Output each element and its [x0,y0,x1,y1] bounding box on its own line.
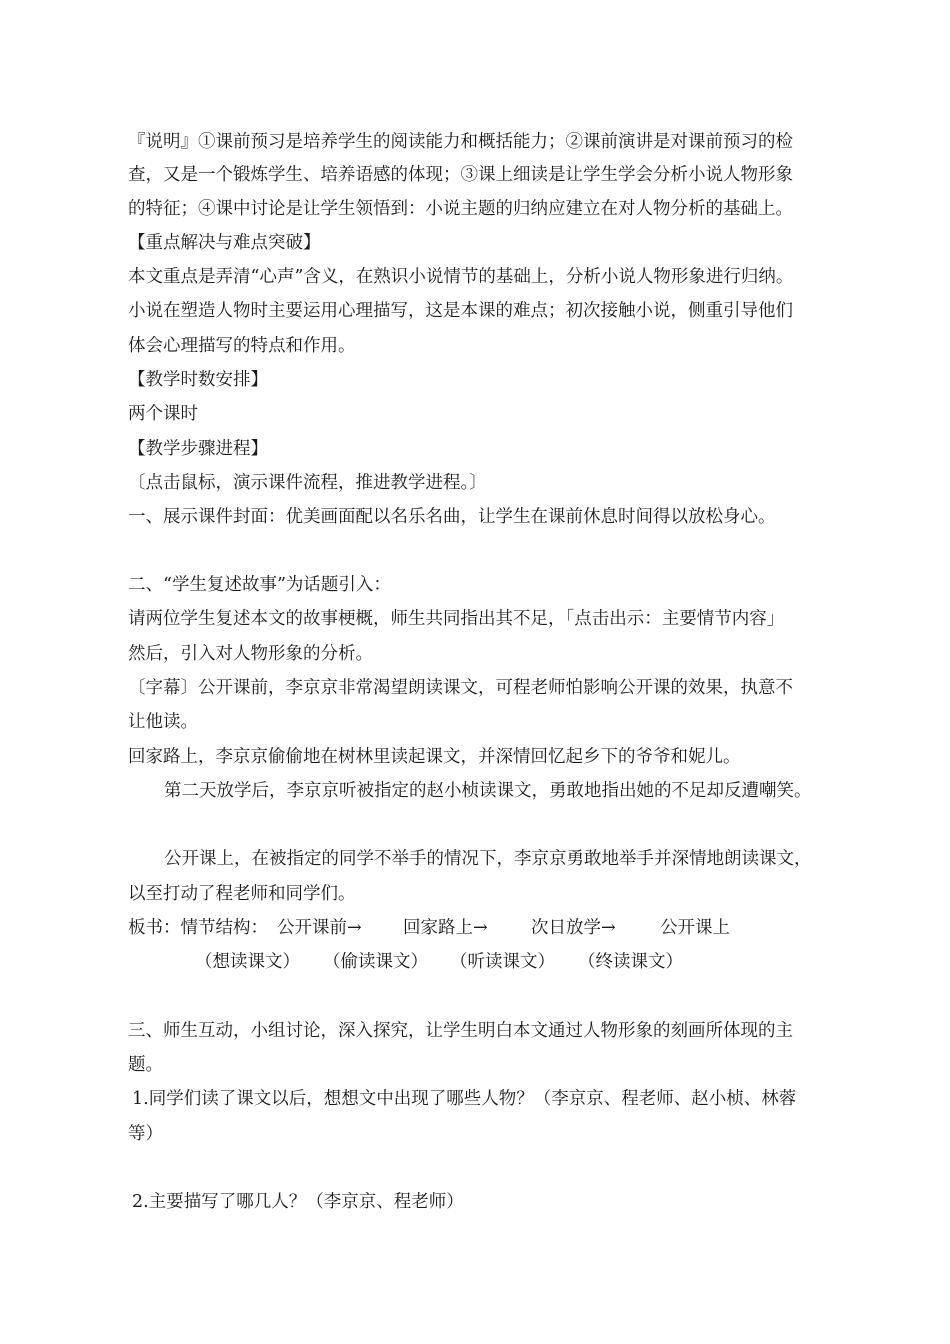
schedule-text: 两个课时 [128,404,198,424]
question-1-line-1: 1.同学们读了课文以后，想想文中出现了哪些人物？（李京京、程老师、赵小桢、林蓉 [132,1089,797,1109]
step-1: 一、展示课件封面：优美画面配以名乐名曲，让学生在课前休息时间得以放松身心。 [128,507,776,527]
schedule-heading: 【教学时数安排】 [128,370,268,390]
steps-note: 〔点击鼠标，演示课件流程，推进教学进程。〕 [128,473,487,493]
step-3-line-1: 三、师生互动，小组讨论，深入探究，让学生明白本文通过人物形象的刻画所体现的主 [128,1021,793,1041]
step-2-title: 二、“学生复述故事”为话题引入： [128,575,391,595]
caption-line-1: 〔字幕〕公开课前，李京京非常渴望朗读课文，可程老师怕影响公开课的效果，执意不 [128,678,793,698]
caption-line-6: 以至打动了程老师和同学们。 [128,884,356,904]
board-sub-1: （想读课文） [195,952,300,972]
key-points-line-1: 本文重点是弄清“心声”含义，在熟识小说情节的基础上，分析小说人物形象进行归纳。 [128,267,794,287]
board-label: 板书：情节结构： [128,918,268,938]
explanation-line-3: 的特征；④课中讨论是让学生领悟到：小说主题的归纳应建立在对人物分析的基础上。 [128,199,793,219]
question-2: 2.主要描写了哪几人？（李京京、程老师） [132,1192,464,1212]
caption-line-5: 公开课上，在被指定的同学不举手的情况下，李京京勇敢地举手并深情地朗读课文， [164,849,812,869]
board-item-4: 公开课上 [660,918,730,938]
step-2-line-2: 然后，引入对人物形象的分析。 [128,644,373,664]
board-item-1: 公开课前→ [277,918,362,938]
caption-line-2: 让他读。 [128,712,198,732]
explanation-line-1: 『说明』①课前预习是培养学生的阅读能力和概括能力；②课前演讲是对课前预习的检 [128,132,793,152]
key-points-heading: 【重点解决与难点突破】 [128,233,321,253]
explanation-line-2: 查，又是一个锻炼学生、培养语感的体现；③课上细读是让学生学会分析小说人物形象 [128,165,793,185]
caption-line-3: 回家路上，李京京偷偷地在树林里读起课文，并深情回忆起乡下的爷爷和妮儿。 [128,747,741,767]
key-points-line-3: 体会心理描写的特点和作用。 [128,336,356,356]
board-item-3: 次日放学→ [531,918,616,938]
caption-line-4: 第二天放学后，李京京听被指定的赵小桢读课文，勇敢地指出她的不足却反遭嘲笑。 [164,781,812,801]
question-1-line-2: 等） [128,1124,163,1144]
board-sub-4: （终读课文） [578,952,683,972]
step-2-line-1: 请两位学生复述本文的故事梗概，师生共同指出其不足，「点击出示：主要情节内容」 [128,609,785,629]
key-points-line-2: 小说在塑造人物时主要运用心理描写，这是本课的难点；初次接触小说，侧重引导他们 [128,301,793,321]
board-sub-2: （偷读课文） [323,952,428,972]
step-3-line-2: 题。 [128,1055,163,1075]
steps-heading: 【教学步骤进程】 [128,439,268,459]
board-item-2: 回家路上→ [403,918,488,938]
board-sub-3: （听读课文） [450,952,555,972]
